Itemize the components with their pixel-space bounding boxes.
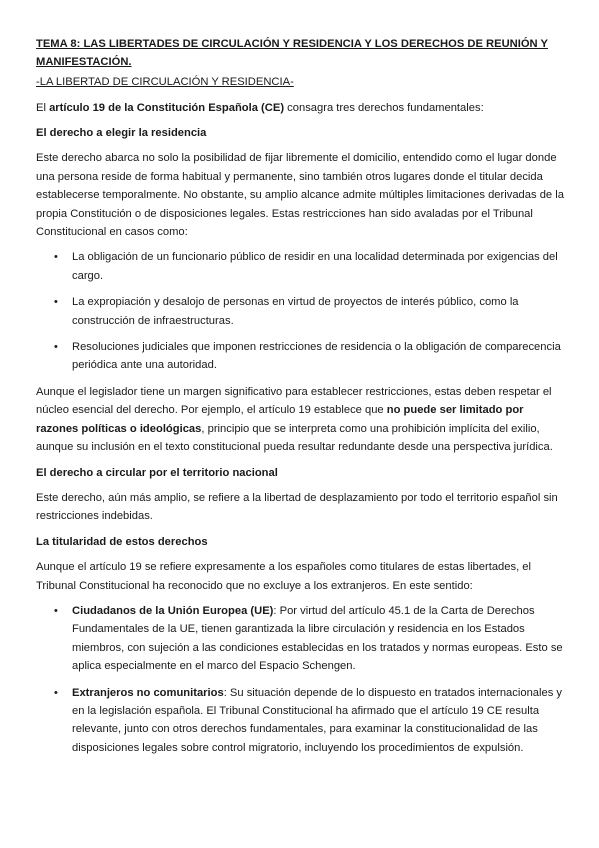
list-item (54, 602, 564, 676)
list-item (54, 293, 564, 330)
bullet-icon: • (54, 296, 58, 309)
list-item-text: : Su situación depende de lo dispuesto en tratados internacionales y en la legislación española. El Tribunal Constitucional ha afirmado que el artículo 19 CE resulta relevante, junto con otros derechos fundamentales, para examinar la constitucionalidad de las disposiciones legales sobre control migratorio, incluyendo los procedimientos de expulsión. (72, 686, 563, 754)
list-item (54, 338, 564, 375)
list-item (54, 248, 564, 285)
residence-limitations-list (36, 248, 564, 374)
page-title: TEMA 8: LAS LIBERTADES DE CIRCULACIÓN Y RESIDENCIA Y LOS DERECHOS DE REUNIÓN Y MANIFESTACIÓN. (36, 38, 548, 68)
list-item-text: La obligación de un funcionario público de residir en una localidad determinada por exigencias del cargo. (72, 251, 558, 282)
section-heading-ownership: La titularidad de estos derechos (36, 535, 208, 548)
bullet-icon: • (54, 686, 58, 699)
list-item-text: : Por virtud del artículo 45.1 de la Carta de Derechos Fundamentales de la UE, tienen garantizada la libre circulación y residencia en los Estados miembros, con sujeción a las condiciones establecidas en los tratados y normas europeas. Esto se aplica especialmente en el marco del Espacio Schengen. (72, 604, 563, 673)
closing-text-bold: no puede ser limitado por razones políticas o ideológicas (36, 404, 524, 435)
bullet-icon: • (54, 251, 58, 264)
intro-text-post: consagra tres derechos fundamentales: (284, 101, 484, 114)
ownership-list (36, 602, 564, 757)
residence-closing-paragraph (36, 383, 564, 457)
bullet-icon: • (54, 604, 58, 617)
intro-paragraph (36, 99, 564, 117)
list-item-bold: Ciudadanos de la Unión Europea (UE) (72, 604, 274, 617)
bullet-icon: • (54, 341, 58, 354)
list-item-text: Resoluciones judiciales que imponen restricciones de residencia o la obligación de comparecencia periódica ante una autoridad. (72, 341, 561, 372)
residence-paragraph: Este derecho abarca no solo la posibilidad de fijar libremente el domicilio, entendido como el lugar donde una persona reside de forma habitual y permanente, sino también otros lugares donde el titular decida establecerse temporalmente. No obstante, su amplio alcance admite múltiples limitaciones derivadas de la propia Constitución o de disposiciones legales. Estas restricciones han sido avaladas por el Tribunal Constitucional en casos como: (36, 152, 564, 239)
intro-text-bold: artículo 19 de la Constitución Española (CE) (49, 101, 285, 114)
intro-text-pre: El (36, 101, 50, 114)
closing-text-pre: Aunque el legislador tiene un margen significativo para establecer restricciones, estas deben respetar el núcleo esencial del derecho. Por ejemplo, el artículo 19 establece que (36, 385, 552, 417)
section-heading-circulation: El derecho a circular por el territorio nacional (36, 466, 278, 479)
section-heading-residence: El derecho a elegir la residencia (36, 127, 207, 139)
ownership-paragraph: Aunque el artículo 19 se refiere expresamente a los españoles como titulares de estas libertades, el Tribunal Constitucional ha reconocido que no excluye a los extranjeros. En este sentido: (36, 561, 532, 592)
list-item-bold: Extranjeros no comunitarios (72, 686, 224, 699)
document-page (36, 36, 564, 765)
closing-text-post: , principio que se interpreta como una prohibición implícita del exilio, aunque su inclusión en el texto constitucional pueda resultar redundante desde una perspectiva jurídica. (36, 422, 553, 454)
circulation-paragraph: Este derecho, aún más amplio, se refiere a la libertad de desplazamiento por todo el territorio español sin restricciones indebidas. (36, 491, 558, 523)
list-item (54, 684, 564, 758)
list-item-text: La expropiación y desalojo de personas en virtud de proyectos de interés público, como la construcción de infraestructuras. (72, 296, 519, 327)
section-subtitle: -LA LIBERTAD DE CIRCULACIÓN Y RESIDENCIA- (36, 76, 294, 89)
